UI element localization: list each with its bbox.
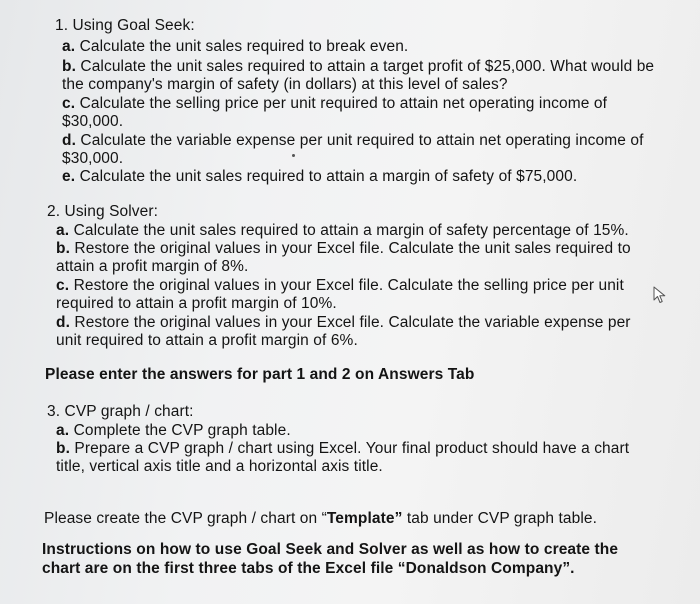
q2-title: 2. Using Solver: [47, 203, 159, 220]
q2-c-text-2: required to attain a profit margin of 10%. [56, 295, 337, 312]
q1-b-text-2: the company's margin of safety (in dollars) at this level of sales? [62, 76, 508, 93]
q1-item-b-line1 [62, 58, 654, 76]
q1-b-label: b. [62, 58, 76, 75]
q1-c-text-2: $30,000. [62, 113, 124, 130]
q3-item-b-line1 [56, 440, 629, 458]
q3-item-a [56, 422, 291, 440]
instructions-line-1: Instructions on how to use Goal Seek and Solver as well as how to create the [42, 541, 619, 558]
q3-title: 3. CVP graph / chart: [47, 403, 194, 420]
q2-item-d-line1 [56, 314, 631, 332]
q2-c-label: c. [56, 277, 70, 294]
q2-item-a [56, 222, 629, 240]
q1-c-text-1: Calculate the selling price per unit required to attain net operating income of [79, 95, 608, 112]
speck-mark [292, 154, 295, 157]
q2-b-label: b. [56, 240, 70, 257]
q3-b-text-1: Prepare a CVP graph / chart using Excel. Your final product should have a chart [74, 440, 630, 457]
q2-b-text-2: attain a profit margin of 8%. [56, 258, 249, 275]
q2-a-text: Calculate the unit sales required to attain a margin of safety percentage of 15%. [73, 222, 629, 239]
q1-item-d-line1 [62, 132, 644, 150]
q1-e-text: Calculate the unit sales required to attain a margin of safety of $75,000. [79, 168, 578, 185]
instructions-line-2: chart are on the first three tabs of the Excel file “Donaldson Company”. [42, 560, 575, 577]
q3-a-text: Complete the CVP graph table. [73, 422, 291, 439]
template-note [44, 510, 597, 528]
q1-d-text-2: $30,000. [62, 150, 124, 167]
q2-b-text-1: Restore the original values in your Excel file. Calculate the unit sales required to [74, 240, 631, 257]
q2-item-c-line1 [56, 277, 624, 295]
q2-d-text-1: Restore the original values in your Excel file. Calculate the variable expense per [74, 314, 631, 331]
answers-note: Please enter the answers for part 1 and 2 on Answers Tab [45, 366, 475, 383]
q1-d-text-1: Calculate the variable expense per unit required to attain net operating income of [80, 132, 644, 149]
q3-b-text-2: title, vertical axis title and a horizontal axis title. [56, 458, 383, 475]
q1-e-label: e. [62, 168, 76, 185]
q1-d-label: d. [62, 132, 76, 149]
q3-b-label: b. [56, 440, 70, 457]
q3-a-label: a. [56, 422, 70, 439]
q1-b-text-1: Calculate the unit sales required to attain a target profit of $25,000. What would be [80, 58, 655, 75]
mouse-pointer-icon [652, 286, 668, 304]
q2-c-text-1: Restore the original values in your Excel file. Calculate the selling price per unit [73, 277, 624, 294]
q2-a-label: a. [56, 222, 70, 239]
q1-item-a [62, 38, 408, 56]
q1-item-e [62, 168, 577, 186]
q2-d-label: d. [56, 314, 70, 331]
template-note-bold: Template” [326, 510, 403, 527]
q1-item-c-line1 [62, 95, 607, 113]
q1-a-label: a. [62, 38, 76, 55]
q1-title: 1. Using Goal Seek: [55, 17, 195, 34]
q2-d-text-2: unit required to attain a profit margin of 6%. [56, 332, 358, 349]
q1-a-text: Calculate the unit sales required to break even. [79, 38, 409, 55]
template-note-after: tab under CVP graph table. [402, 510, 597, 527]
template-note-before: Please create the CVP graph / chart on “ [44, 510, 327, 527]
q1-c-label: c. [62, 95, 76, 112]
q2-item-b-line1 [56, 240, 631, 258]
